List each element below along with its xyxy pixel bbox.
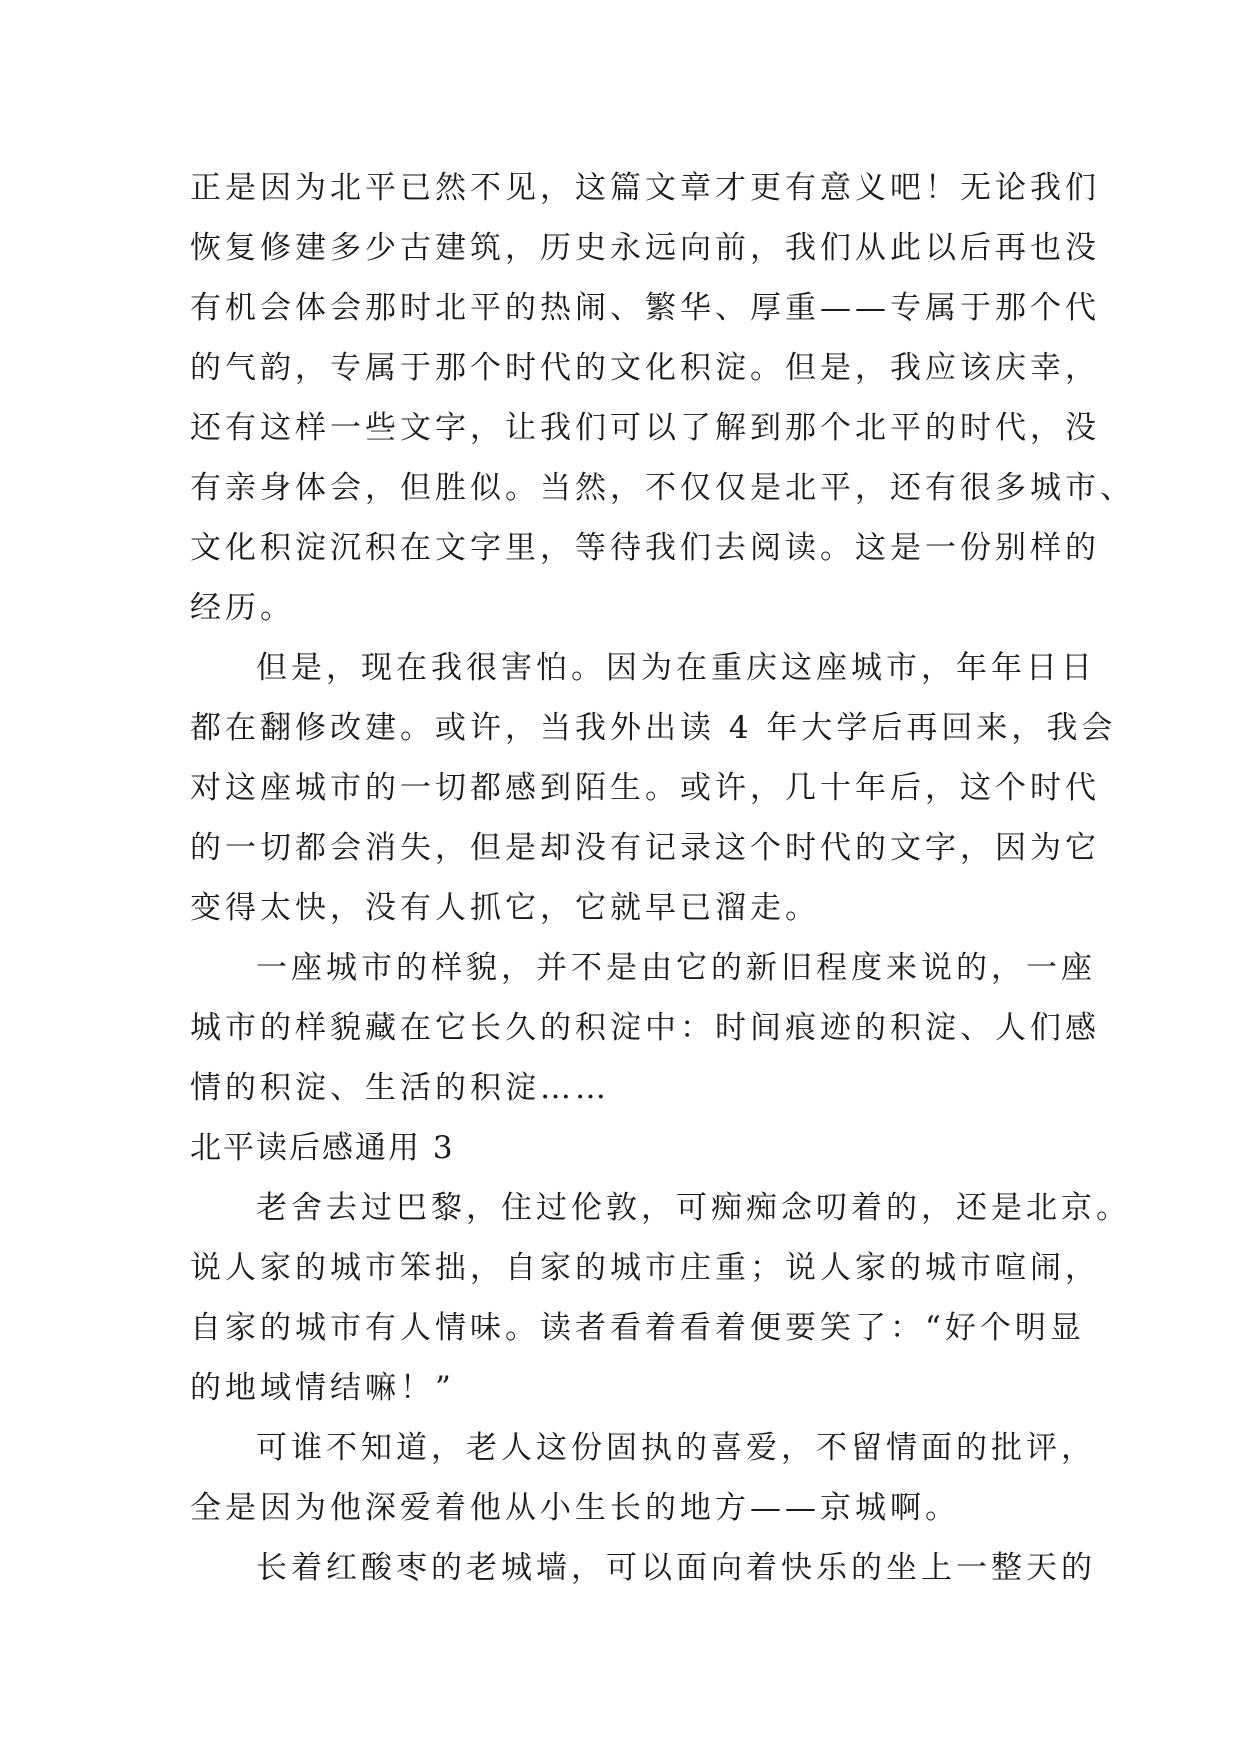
paragraph-line: 有亲身体会，但胜似。当然，不仅仅是北平，还有很多城市、 [190,470,1135,506]
paragraph-line: 对这座城市的一切都感到陌生。或许，几十年后，这个时代 [190,770,1100,806]
document-body [190,158,1135,1598]
paragraph-line: 全是因为他深爱着他从小生长的地方——京城啊。 [190,1490,960,1526]
paragraph-line: 城市的样貌藏在它长久的积淀中：时间痕迹的积淀、人们感 [190,1010,1100,1046]
paragraph-line: 的气韵，专属于那个时代的文化积淀。但是，我应该庆幸， [190,350,1100,386]
paragraph-line: 经历。 [190,590,295,626]
paragraph-line: 的地域情结嘛！” [190,1370,455,1406]
section-heading: 北平读后感通用 3 [190,1130,455,1166]
paragraph-line: 正是因为北平已然不见，这篇文章才更有意义吧！无论我们 [190,170,1100,206]
paragraph-line: 自家的城市有人情味。读者看着看着便要笑了：“好个明显 [190,1310,1085,1346]
paragraph-line: 还有这样一些文字，让我们可以了解到那个北平的时代，没 [190,410,1100,446]
paragraph-line: 情的积淀、生活的积淀…… [190,1070,610,1106]
paragraph-line: 老舍去过巴黎，住过伦敦，可痴痴念叨着的，还是北京。 [256,1190,1131,1226]
paragraph-line: 但是，现在我很害怕。因为在重庆这座城市，年年日日 [256,650,1096,686]
paragraph-line: 说人家的城市笨拙，自家的城市庄重；说人家的城市喧闹， [190,1250,1100,1286]
paragraph-line: 变得太快，没有人抓它，它就早已溜走。 [190,890,820,926]
paragraph-line: 文化积淀沉积在文字里，等待我们去阅读。这是一份别样的 [190,530,1100,566]
paragraph-line: 有机会体会那时北平的热闹、繁华、厚重——专属于那个代 [190,290,1100,326]
paragraph-line: 都在翻修改建。或许，当我外出读 4 年大学后再回来，我会 [190,710,1117,746]
paragraph-line: 一座城市的样貌，并不是由它的新旧程度来说的，一座 [256,950,1096,986]
paragraph-line: 的一切都会消失，但是却没有记录这个时代的文字，因为它 [190,830,1100,866]
paragraph-line: 长着红酸枣的老城墙，可以面向着快乐的坐上一整天的 [256,1550,1096,1586]
paragraph-line: 恢复修建多少古建筑，历史永远向前，我们从此以后再也没 [190,230,1100,266]
paragraph-line: 可谁不知道，老人这份固执的喜爱，不留情面的批评， [256,1430,1096,1466]
